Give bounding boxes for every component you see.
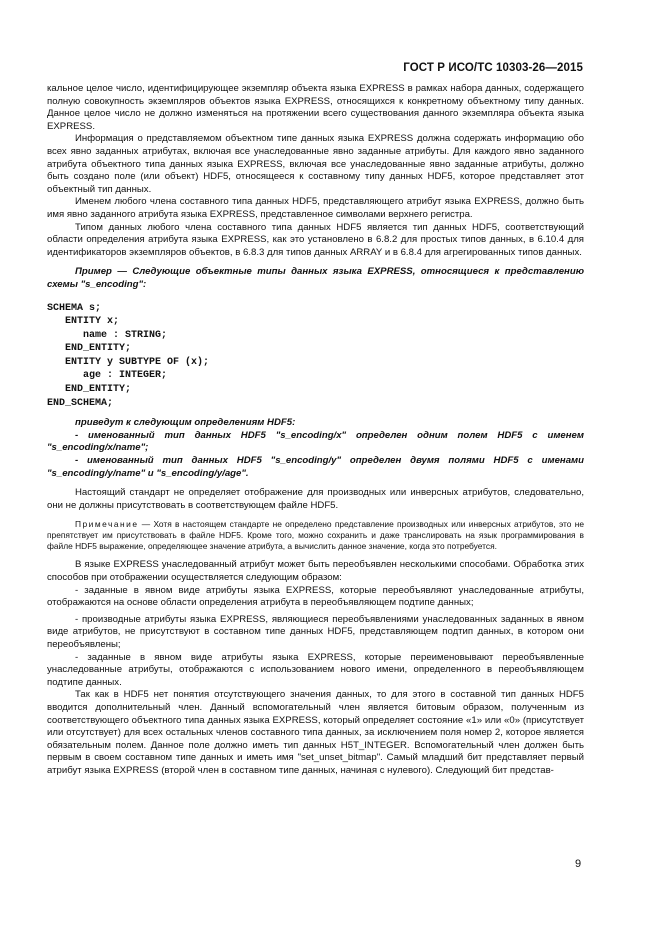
paragraph: Типом данных любого члена составного типа данных HDF5 является тип данных HDF5, соответствующий области определения атрибута языка EXPRESS, как это установлено в 6.8.2 для простых типов данных, в 6.10.4 для идентификаторов экземпляров объектов, в 6.8.3 для типов данных ARRAY и в 6.8.4 для агрегированных типов данных. [47, 221, 584, 258]
body-text [47, 83, 584, 778]
example-item: - именованный тип данных HDF5 "s_encoding/x" определен одним полем HDF5 с именем "s_encoding/x/name"; [47, 429, 584, 454]
note [47, 519, 584, 552]
document-header: ГОСТ Р ИСО/ТС 10303-26—2015 [403, 62, 583, 74]
list-item: - производные атрибуты языка EXPRESS, являющиеся переобъявлениями унаследованных заданных в явном виде атрибутов, не присутствуют в составном типе данных HDF5, представляющем подтип данных, в котором они переобъявлены; [47, 613, 584, 650]
paragraph: Так как в HDF5 нет понятия отсутствующего значения данных, то для этого в составной тип данных HDF5 вводится дополнительный член. Данный вспомогательный член является битовым образом, полученным из соответствующего объектного типа данных языка EXPRESS, который определяет состояние «1» или «0» (присутствует или отсутствует) для всех остальных членов составного типа данных, за исключением поля номер 2, которое является обязательным полем. Данное поле должно иметь тип данных H5T_INTEGER. Вспомогательный член должен быть первым в своем составном типе данных и иметь имя "set_unset_bitmap". Самый младший бит представляет первый атрибут языка EXPRESS (второй член в составном типе данных, начиная с нулевого). Следующий бит представ- [47, 689, 584, 776]
paragraph: Именем любого члена составного типа данных HDF5, представляющего атрибут языка EXPRESS, должно быть имя явно заданного атрибута языка EXPRESS, представленное символами верхнего регистра. [47, 196, 584, 220]
list-item: - заданные в явном виде атрибуты языка EXPRESS, которые переименовывают переобъявленные унаследованные атрибуты, отображаются с использованием нового имени, определенного в переобъявляющем подтипе данных. [47, 651, 584, 688]
example-intro: Пример — Следующие объектные типы данных языка EXPRESS, относящиеся к представлению схемы "s_encoding": [47, 266, 584, 290]
example-item: - именованный тип данных HDF5 "s_encoding/y" определен двумя полями HDF5 с именами "s_encoding/y/name" и "s_encoding/y/age". [47, 455, 584, 479]
note-text: — Хотя в настоящем стандарте не определено представление производных или инверсных атрибутов, это не препятствует им присутствовать в файле HDF5. Кроме того, можно сохранить и даже транслировать на язык программирования в файле HDF5 выражение, определяющее значение атрибута, а вычислить данное значение, когда это потребуется. [47, 519, 585, 552]
paragraph: В языке EXPRESS унаследованный атрибут может быть переобъявлен несколькими способами. Обработка этих способов при отображении осуществляется следующим образом: [47, 559, 584, 583]
paragraph: Информация о представляемом объектном типе данных языка EXPRESS должна содержать информацию обо всех явно заданных атрибутах, включая все унаследованные явно заданные атрибуты. Для каждого явно заданного атрибута объектного типа данных языка EXPRESS, включая все унаследованные явно заданные атрибуты, должно быть создано поле (или объект) HDF5, относящееся к составному типу данных HDF5, которое представляет этот объектный тип данных. [47, 133, 584, 195]
page-number: 9 [575, 858, 582, 870]
express-code-block: SCHEMA s; ENTITY x; name : STRING; END_ENTITY; ENTITY y SUBTYPE OF (x); age : INTEGER; END_ENTITY; END_SCHEMA; [47, 302, 210, 409]
example-lead: приведут к следующим определениям HDF5: [75, 417, 296, 429]
paragraph: кальное целое число, идентифицирующее экземпляр объекта языка EXPRESS в рамках набора данных, содержащего полную совокупность экземпляров объектов языка EXPRESS, относящихся к конкретному объектному типу данных. Данное целое число не должно изменяться на протяжении всего существования данного экземпляра объекта языка EXPRESS. [47, 83, 584, 132]
list-item: - заданные в явном виде атрибуты языка EXPRESS, которые переобъявляют унаследованные атрибуты, отображаются на основе области определения атрибута в переобъявляющем подтипе данных; [47, 584, 584, 609]
note-label: Примечание [75, 519, 139, 530]
paragraph: Настоящий стандарт не определяет отображение для производных или инверсных атрибутов, следовательно, они не должны присутствовать в соответствующем файле HDF5. [47, 487, 584, 511]
